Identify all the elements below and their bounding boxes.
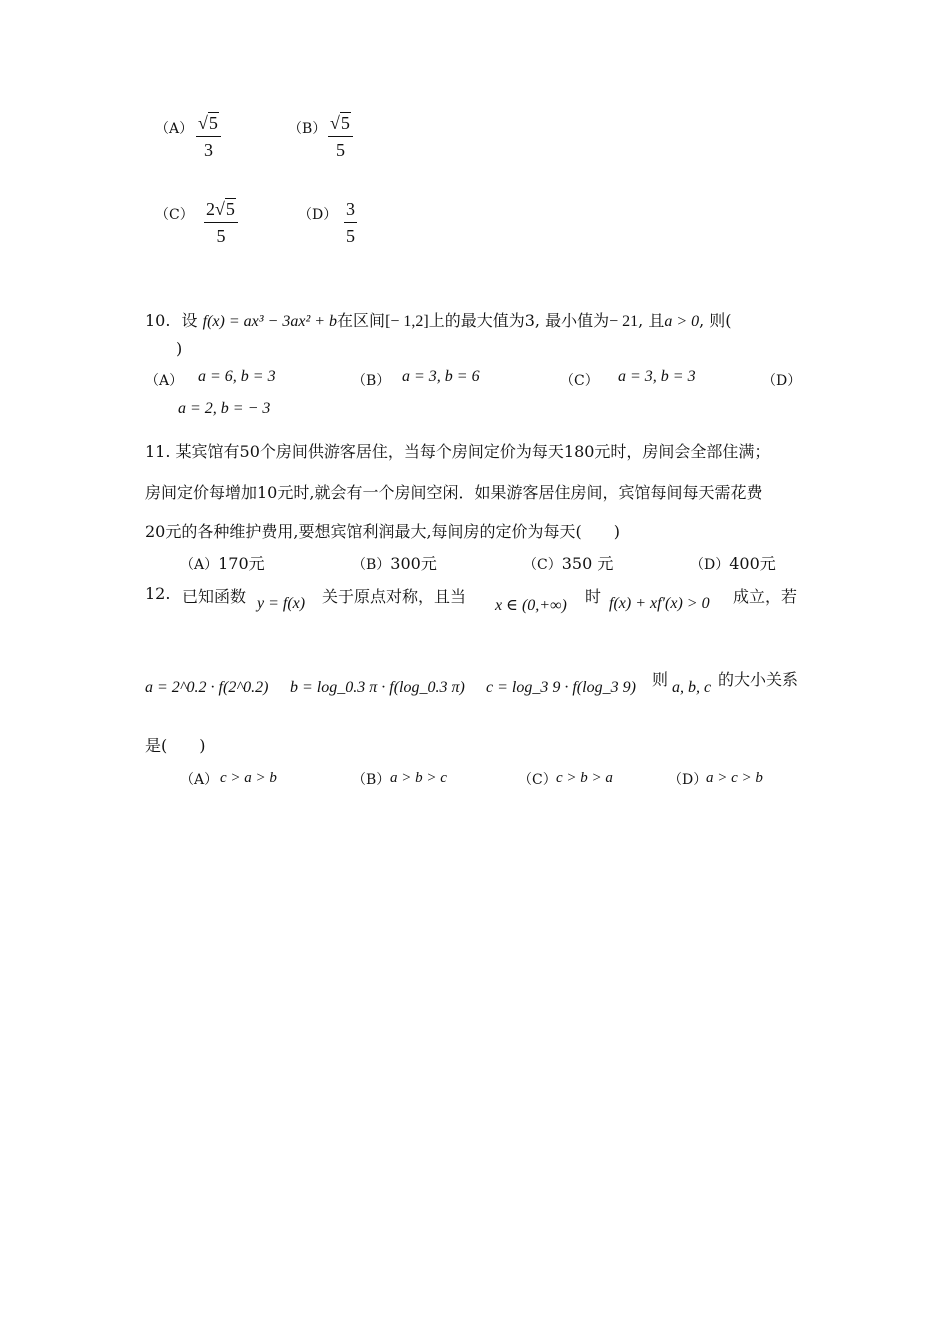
q12-option-b-label: （B）	[352, 772, 391, 788]
q11-line-1: 11. 某宾馆有50个房间供游客居住，当每个房间定价为每天180元时，房间会全部住满；	[145, 442, 771, 461]
q10-option-b-value: a = 3, b = 6	[402, 368, 480, 385]
q11-option-a	[180, 551, 265, 574]
q11-line-3: 20元的各种维护费用,要想宾馆利润最大,每间房的定价为每天( )	[145, 522, 621, 541]
q11-option-d-label: （D）	[690, 557, 730, 573]
q10-option-a-value: a = 6, b = 3	[198, 368, 276, 385]
q11-option-a-value: 170元	[218, 554, 265, 573]
q11-option-b	[352, 551, 437, 574]
q12-option-b-value: a > b > c	[390, 770, 447, 786]
q10-option-a-label: （A）	[145, 373, 184, 389]
q11-option-c-label: （C）	[523, 557, 562, 573]
q10-text-a: 设	[181, 311, 198, 330]
q9-option-b-fraction: $\frac{√5}{5}$	[328, 113, 353, 161]
q11-option-a-label: （A）	[180, 557, 219, 573]
q10-text-d: , 且	[638, 311, 665, 330]
q9-d-denominator: 5	[346, 226, 355, 246]
q9-option-c-fraction: $\frac{2√5}{5}$	[204, 199, 238, 247]
q12-b-definition: b = log_0.3 π · f(log_0.3 π)	[290, 679, 465, 696]
q11-option-b-label: （B）	[352, 557, 391, 573]
q9-option-a-label: （A）	[155, 121, 194, 137]
q12-function: y = f(x)	[257, 595, 306, 612]
q10-function: f(x) = ax³ − 3ax² + b	[202, 313, 338, 330]
q12-text-c: 时	[585, 587, 602, 606]
q12-text-e: 则	[652, 670, 669, 689]
q9-c-denominator: 5	[216, 226, 226, 246]
q10-min-value: − 21	[609, 313, 639, 330]
q10-number: 10.	[145, 311, 171, 330]
q10-stem	[145, 308, 732, 331]
q9-option-a-fraction: $\frac{√5}{3}$	[196, 113, 221, 161]
q10-option-d-value: a = 2, b = − 3	[178, 400, 271, 417]
q12-option-a-value: c > a > b	[220, 770, 277, 786]
q9-c-coef: 2	[206, 199, 215, 219]
q9-a-denominator: 3	[203, 140, 213, 160]
q10-close-paren: )	[176, 339, 183, 358]
q12-variables: a, b, c	[672, 679, 712, 696]
q9-c-numerator: 5	[225, 199, 235, 219]
q9-a-numerator: 5	[208, 113, 218, 133]
q12-number: 12.	[145, 584, 171, 603]
q9-option-d-fraction	[344, 199, 357, 247]
q10-option-c-label: （C）	[560, 373, 599, 389]
q9-option-c-label: （C）	[155, 207, 194, 223]
q12-option-a-label: （A）	[180, 772, 219, 788]
q9-b-denominator: 5	[335, 140, 345, 160]
q11-option-c	[523, 551, 613, 574]
q9-option-d-label: （D）	[298, 207, 338, 223]
q11-option-d-value: 400元	[729, 554, 776, 573]
q10-text-e: , 则(	[699, 311, 732, 330]
q10-text-b: 在区间	[337, 311, 386, 330]
q9-option-b-label: （B）	[288, 121, 327, 137]
q9-b-numerator: 5	[340, 113, 350, 133]
q10-condition: a > 0	[664, 313, 700, 330]
q10-option-c-value: a = 3, b = 3	[618, 368, 696, 385]
q11-option-d	[690, 551, 776, 574]
q12-line-3: 是( )	[145, 736, 206, 755]
q12-text-a: 已知函数	[182, 587, 247, 606]
q9-d-numerator: 3	[344, 199, 357, 223]
q12-text-b: 关于原点对称，且当	[322, 587, 467, 606]
q12-option-d-label: （D）	[668, 772, 708, 788]
q12-domain: x ∈ (0,+∞)	[495, 597, 567, 614]
q10-option-b-label: （B）	[352, 373, 391, 389]
q11-option-c-value: 350 元	[561, 554, 614, 573]
q11-option-b-value: 300元	[390, 554, 437, 573]
q10-text-c: 上的最大值为3, 最小值为	[428, 311, 610, 330]
q10-interval: [− 1,2]	[385, 313, 429, 330]
q12-inequality: f(x) + xf′(x) > 0	[609, 595, 710, 612]
q11-line-2: 房间定价每增加10元时,就会有一个房间空闲．如果游客居住房间，宾馆每间每天需花费	[145, 483, 763, 502]
q12-text-d: 成立，若	[733, 587, 798, 606]
q12-c-definition: c = log_3 9 · f(log_3 9)	[486, 679, 636, 696]
q10-option-d-label: （D）	[762, 373, 802, 389]
q12-option-d-value: a > c > b	[706, 770, 763, 786]
q12-a-definition: a = 2^0.2 · f(2^0.2)	[145, 679, 269, 696]
q12-text-f: 的大小关系	[718, 670, 799, 689]
q12-option-c-label: （C）	[518, 772, 557, 788]
q12-option-c-value: c > b > a	[556, 770, 613, 786]
